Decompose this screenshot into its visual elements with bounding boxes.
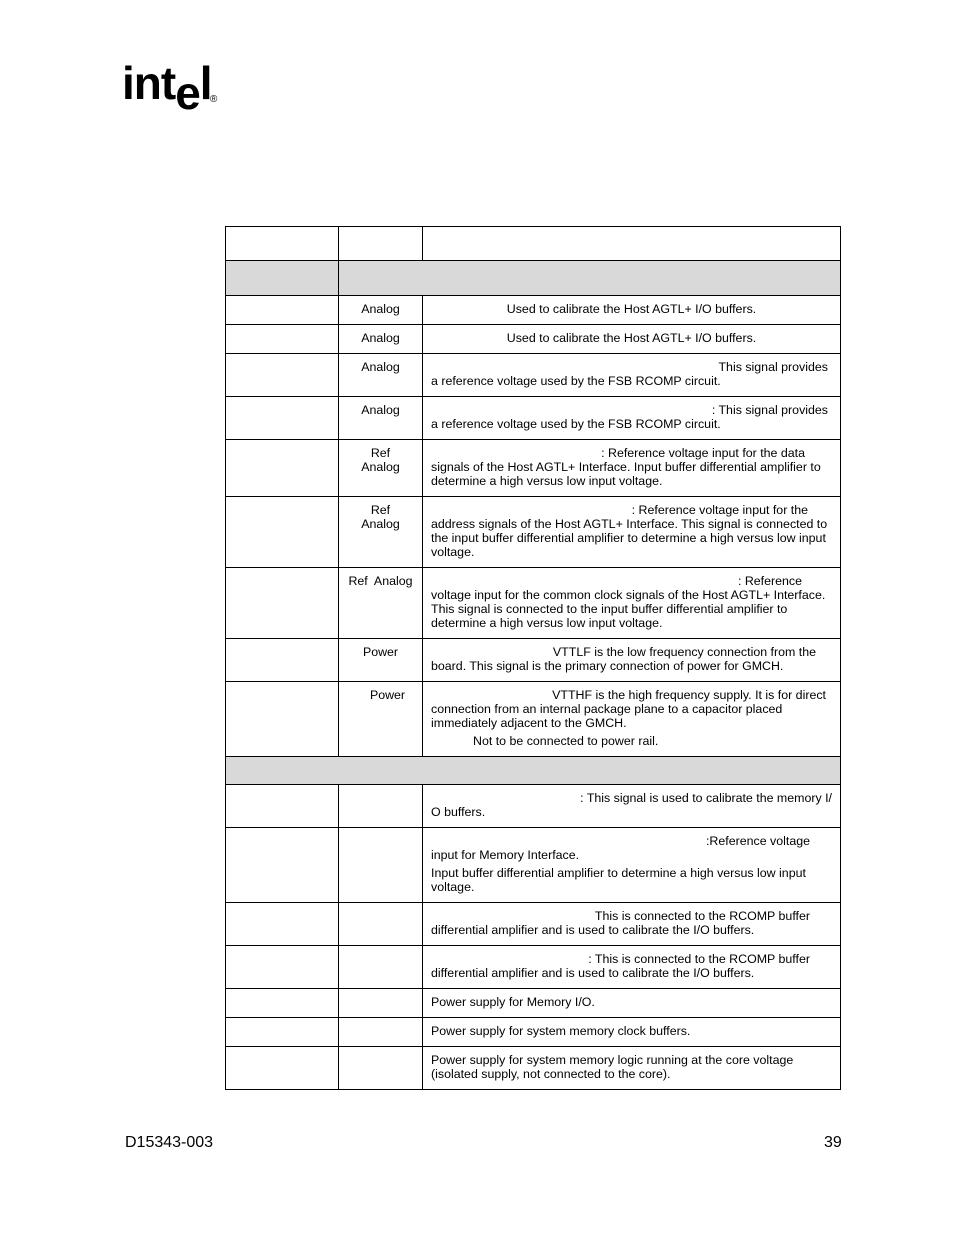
logo-text-int: int — [122, 57, 176, 109]
header-cell-description — [423, 227, 841, 261]
description-text-lead: : This signal is used to calibrate the memory I/ — [580, 791, 832, 805]
description-note: Not to be connected to power rail. — [473, 734, 659, 748]
description-cell — [423, 497, 841, 568]
description-cell — [423, 440, 841, 497]
description-cell — [423, 296, 841, 325]
signal-name-cell — [226, 946, 339, 989]
description-text: O buffers. — [431, 805, 486, 819]
description-text: a reference voltage used by the FSB RCOMP circuit. — [431, 417, 721, 431]
description-cell — [423, 946, 841, 989]
type-text: Analog — [361, 302, 400, 316]
description-text: a reference voltage used by the FSB RCOMP circuit. — [431, 374, 721, 388]
table-row — [226, 296, 841, 325]
table-row — [226, 440, 841, 497]
description-text: differential amplifier and is used to calibrate the I/O buffers. — [431, 923, 755, 937]
type-text: Power — [362, 645, 399, 659]
section-title-cell — [339, 261, 841, 296]
type-cell — [339, 397, 423, 440]
document-number: D15343-003 — [125, 1134, 214, 1151]
description-text: Used to calibrate the Host AGTL+ I/O buffers. — [506, 331, 757, 345]
description-text: Power supply for Memory I/O. — [431, 995, 595, 1009]
type-cell — [339, 682, 423, 757]
logo-wordmark — [122, 57, 212, 119]
description-text: Power supply for system memory logic running at the core voltage (isolated supply, not connected to the core). — [431, 1053, 794, 1081]
signal-name-cell — [226, 639, 339, 682]
description-text-lead: :Reference voltage — [705, 834, 810, 848]
registered-mark: ® — [210, 94, 218, 105]
table-row — [226, 639, 841, 682]
section-cell — [226, 261, 339, 296]
description-text-lead: : This signal provides — [711, 403, 828, 417]
table-row — [226, 497, 841, 568]
description-text-lead: : Reference — [737, 574, 802, 588]
signal-description-table — [225, 226, 841, 1090]
intel-logo — [122, 57, 232, 120]
description-text-lead: VTTLF is the low frequency connection from the — [552, 645, 816, 659]
header-cell-type — [339, 227, 423, 261]
type-cell — [339, 828, 423, 903]
type-cell — [339, 785, 423, 828]
description-text-lead: : Reference voltage input for the data — [601, 446, 805, 460]
type-cell — [339, 946, 423, 989]
table-row — [226, 785, 841, 828]
table-row — [226, 397, 841, 440]
description-text: address signals of the Host AGTL+ Interface. This signal is connected to the input buffer differential amplifier to determine a high versus low input voltage. — [431, 517, 828, 559]
table-row — [226, 989, 841, 1018]
type-cell — [339, 568, 423, 639]
description-text-lead: : Reference voltage input for the — [631, 503, 808, 517]
description-text: voltage input for the common clock signals of the Host AGTL+ Interface. This signal is connected to the input buffer differential amplifier to determine a high versus low input voltage. — [431, 588, 826, 630]
header-cell-signal — [226, 227, 339, 261]
description-cell — [423, 568, 841, 639]
description-cell — [423, 989, 841, 1018]
description-text: signals of the Host AGTL+ Interface. Input buffer differential amplifier to determine a high versus low input voltage. — [431, 460, 821, 488]
type-text: Ref Analog — [361, 503, 400, 531]
table-row — [226, 1018, 841, 1047]
signal-name-cell — [226, 903, 339, 946]
description-cell — [423, 1018, 841, 1047]
signal-name-cell — [226, 325, 339, 354]
table-row — [226, 568, 841, 639]
type-cell — [339, 1018, 423, 1047]
type-text: Power — [369, 688, 406, 702]
type-cell — [339, 1047, 423, 1090]
logo-text-l: l — [199, 57, 212, 109]
signal-name-cell — [226, 296, 339, 325]
description-cell — [423, 354, 841, 397]
type-text: Analog — [361, 331, 400, 345]
description-text: board. This signal is the primary connection of power for GMCH. — [431, 659, 784, 673]
table-row — [226, 354, 841, 397]
logo-text-e: e — [175, 67, 200, 119]
table-row — [226, 946, 841, 989]
section-row-memory — [226, 757, 841, 785]
type-cell — [339, 296, 423, 325]
signal-name-cell — [226, 1047, 339, 1090]
description-text: Used to calibrate the Host AGTL+ I/O buffers. — [506, 302, 757, 316]
type-text: Analog — [361, 403, 400, 417]
description-text: input for Memory Interface. — [431, 848, 580, 862]
description-text: Power supply for system memory clock buffers. — [431, 1024, 691, 1038]
description-cell — [423, 325, 841, 354]
signal-name-cell — [226, 1018, 339, 1047]
table-row — [226, 325, 841, 354]
description-cell — [423, 1047, 841, 1090]
signal-name-cell — [226, 354, 339, 397]
type-text: Analog — [361, 360, 400, 374]
signal-name-cell — [226, 440, 339, 497]
description-text-lead: VTTHF is the high frequency supply. It is for direct — [552, 688, 826, 702]
table-header-row — [226, 227, 841, 261]
description-text: differential amplifier and is used to calibrate the I/O buffers. — [431, 966, 755, 980]
description-cell — [423, 639, 841, 682]
signal-name-cell — [226, 397, 339, 440]
table-row — [226, 903, 841, 946]
page-number: 39 — [824, 1134, 842, 1151]
description-cell — [423, 903, 841, 946]
type-cell — [339, 325, 423, 354]
type-cell — [339, 354, 423, 397]
type-text: Ref Analog — [348, 574, 413, 588]
type-text: Ref Analog — [361, 446, 400, 474]
type-cell — [339, 903, 423, 946]
description-text-lead: This is connected to the RCOMP buffer — [594, 909, 810, 923]
type-cell — [339, 440, 423, 497]
signal-name-cell — [226, 568, 339, 639]
table-row — [226, 1047, 841, 1090]
signal-name-cell — [226, 785, 339, 828]
signal-name-cell — [226, 989, 339, 1018]
description-cell — [423, 682, 841, 757]
description-text-2: Input buffer differential amplifier to determine a high versus low input voltage. — [431, 866, 806, 894]
description-cell — [423, 785, 841, 828]
type-cell — [339, 497, 423, 568]
section-row-host — [226, 261, 841, 296]
description-text-lead: : This is connected to the RCOMP buffer — [588, 952, 810, 966]
description-cell — [423, 397, 841, 440]
table-row — [226, 828, 841, 903]
signal-name-cell — [226, 497, 339, 568]
description-text: connection from an internal package plane to a capacitor placed immediately adjacent to the GMCH. — [431, 702, 783, 730]
table-row — [226, 682, 841, 757]
description-cell — [423, 828, 841, 903]
signal-name-cell — [226, 828, 339, 903]
section-title-cell — [226, 757, 841, 785]
signal-name-cell — [226, 682, 339, 757]
type-cell — [339, 989, 423, 1018]
description-text-lead: This signal provides — [718, 360, 828, 374]
type-cell — [339, 639, 423, 682]
